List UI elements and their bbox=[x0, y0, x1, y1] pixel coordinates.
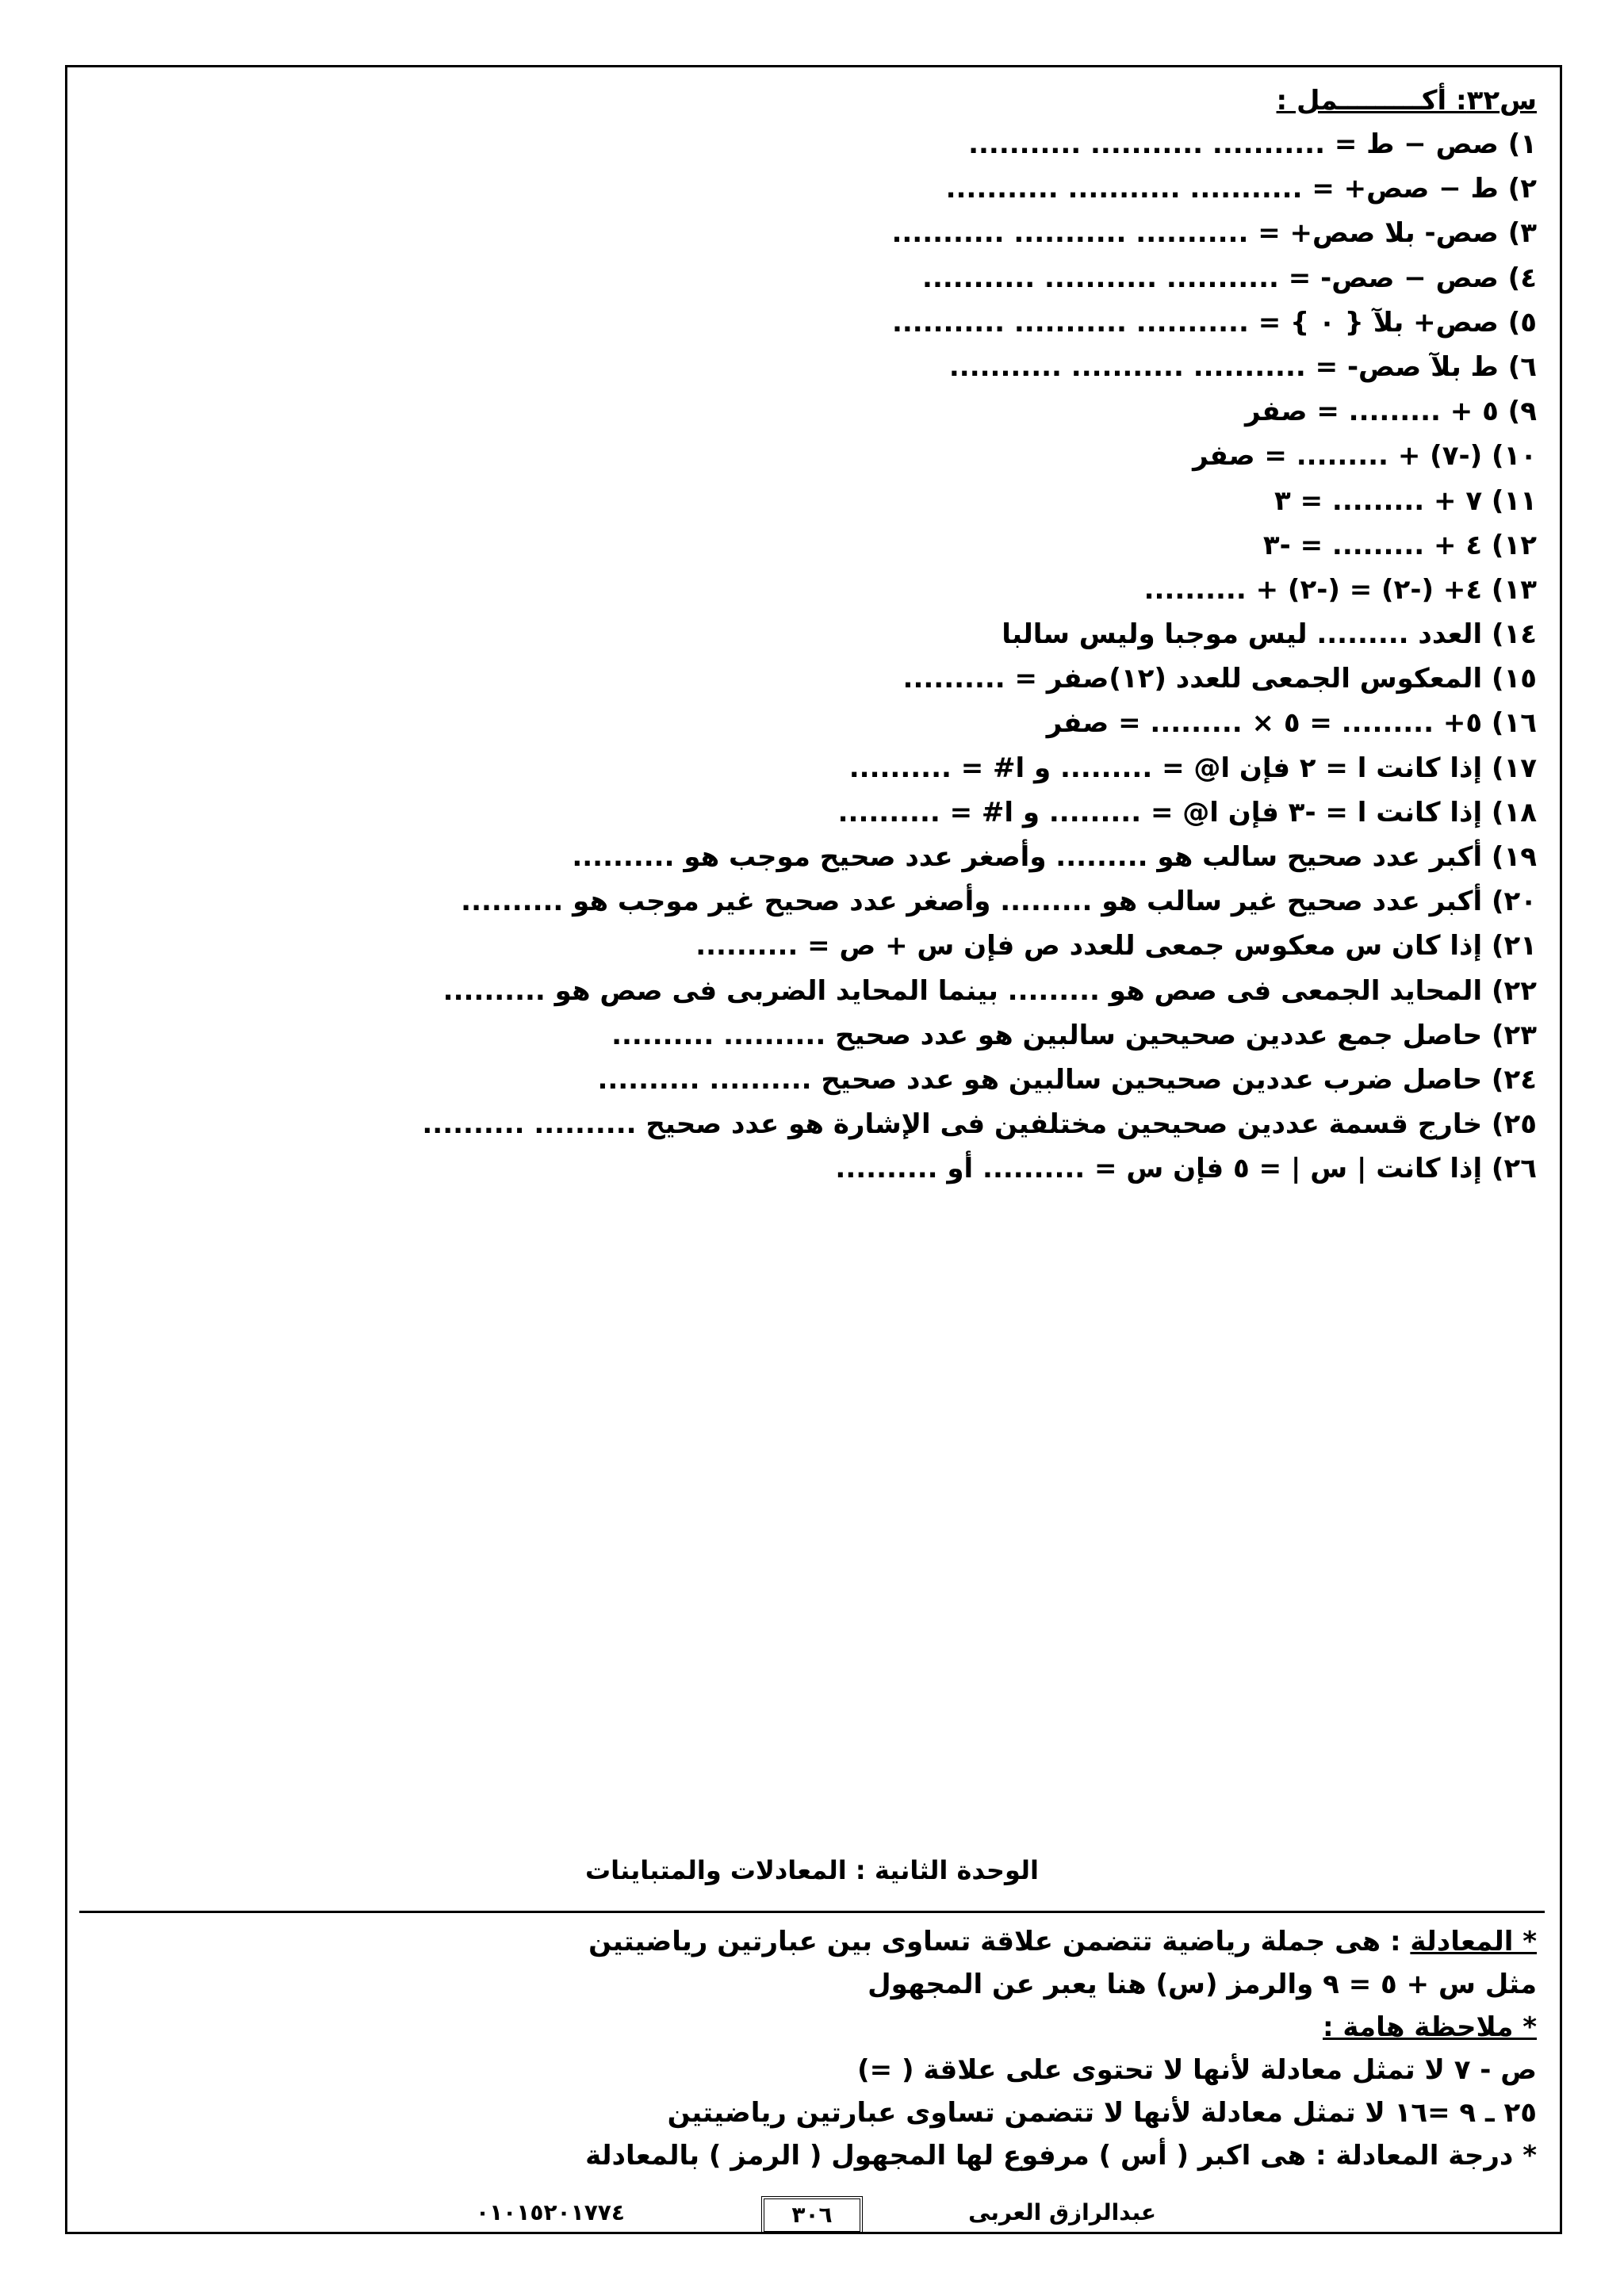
question-item: ٢) ط − صص+ = ........... ........... ........... bbox=[945, 173, 1537, 205]
question-item: ٢٤) حاصل ضرب عددين صحيحين سالبين هو عدد صحيح .......... .......... bbox=[597, 1063, 1537, 1096]
note-line: ص - ٧ لا تمثل معادلة لأنها لا تحتوى على علاقة ( =) bbox=[857, 2054, 1537, 2086]
example-line: مثل س + ٥ = ٩ والرمز (س) هنا يعبر عن المجهول bbox=[868, 1969, 1537, 2000]
note-line: * درجة المعادلة : هى اكبر ( أس ) مرفوع لها المجهول ( الرمز ) بالمعادلة bbox=[585, 2140, 1537, 2172]
divider bbox=[79, 1911, 1545, 1913]
question-item: ١٤) العدد ......... ليس موجبا وليس سالبا bbox=[1002, 618, 1537, 651]
question-item: ٢٠) أكبر عدد صحيح غير سالب هو ......... وأصغر عدد صحيح غير موجب هو .......... bbox=[461, 886, 1537, 918]
question-item: ١٩) أكبر عدد صحيح سالب هو ......... وأصغر عدد صحيح موجب هو .......... bbox=[572, 841, 1537, 873]
note-heading bbox=[94, 2006, 1537, 2049]
question-item: ٢٢) المحايد الجمعى فى صص هو ......... بينما المحايد الضربى فى صص هو .......... bbox=[442, 974, 1537, 1007]
question-item: ١٦) ٥+ ......... = ٥ × ......... = صفر bbox=[1046, 707, 1537, 740]
question-item: ٤) صص − صص- = ........... ........... ........... bbox=[922, 262, 1537, 294]
question-item: ١٣) ٤+ (-٢) = (-٢) + .......... bbox=[1143, 573, 1537, 606]
question-item: ٦) ط بلآ صص- = ........... ........... ........... bbox=[948, 350, 1537, 383]
page-footer bbox=[0, 2196, 1624, 2231]
question-item: ٢٣) حاصل جمع عددين صحيحين سالبين هو عدد صحيح .......... .......... bbox=[611, 1019, 1537, 1051]
note-heading-text: * ملاحظة هامة : bbox=[1322, 2011, 1537, 2043]
page-number: ٣٠٦ bbox=[761, 2196, 863, 2234]
question-list bbox=[94, 122, 1537, 1192]
section-title: س٣٢: أكـــــــــمل : bbox=[1276, 85, 1537, 117]
question-item: ٢٥) خارج قسمة عددين صحيحين مختلفين فى الإشارة هو عدد صحيح .......... .......... bbox=[422, 1108, 1537, 1141]
question-item: ٥) صص+ بلآ { ٠ } = ........... ........... ........... bbox=[891, 306, 1537, 339]
question-section bbox=[94, 79, 1537, 1192]
question-item: ١٨) إذا كانت ا = -٣ فإن ا@ = ......... و ا# = .......... bbox=[837, 796, 1537, 828]
question-item: ٣) صص- بلا صص+ = ........... ........... ........... bbox=[891, 217, 1537, 250]
author-name: عبدالرازق العربى bbox=[968, 2199, 1156, 2225]
question-item: ١٠) (-٧) + ......... = صفر bbox=[1193, 440, 1537, 473]
unit-title: الوحدة الثانية : المعادلات والمتباينات bbox=[584, 1855, 1040, 1885]
definition-term: * المعادلة bbox=[1410, 1926, 1537, 1957]
question-item: ٢١) إذا كان س معكوس جمعى للعدد ص فإن س + ص = .......... bbox=[695, 930, 1537, 962]
notes-section bbox=[94, 1920, 1537, 2177]
question-item: ١٥) المعكوس الجمعى للعدد (١٢)صفر = .......... bbox=[902, 663, 1537, 695]
question-item: ٩) ٥ + ......... = صفر bbox=[1245, 396, 1537, 428]
phone-number: ٠١٠١٥٢٠١٧٧٤ bbox=[476, 2199, 625, 2225]
question-item: ١٢) ٤ + ......... = -٣ bbox=[1262, 529, 1537, 561]
question-item: ١٧) إذا كانت ا = ٢ فإن ا@ = ......... و ا# = .......... bbox=[848, 752, 1537, 784]
question-item: ١١) ٧ + ......... = ٣ bbox=[1274, 484, 1537, 517]
note-line: ٢٥ ـ ٩ =١٦ لا تمثل معادلة لأنها لا تتضمن تساوى عبارتين رياضيتين bbox=[667, 2097, 1537, 2129]
question-item: ٢٦) إذا كانت | س | = ٥ فإن س = .......... أو .......... bbox=[835, 1153, 1537, 1185]
definition-text: : هى جملة رياضية تتضمن علاقة تساوى بين عبارتين رياضيتين bbox=[588, 1926, 1411, 1957]
definition-line bbox=[94, 1920, 1537, 1963]
question-item: ١) صص − ط = ........... ........... ........... bbox=[968, 128, 1537, 160]
